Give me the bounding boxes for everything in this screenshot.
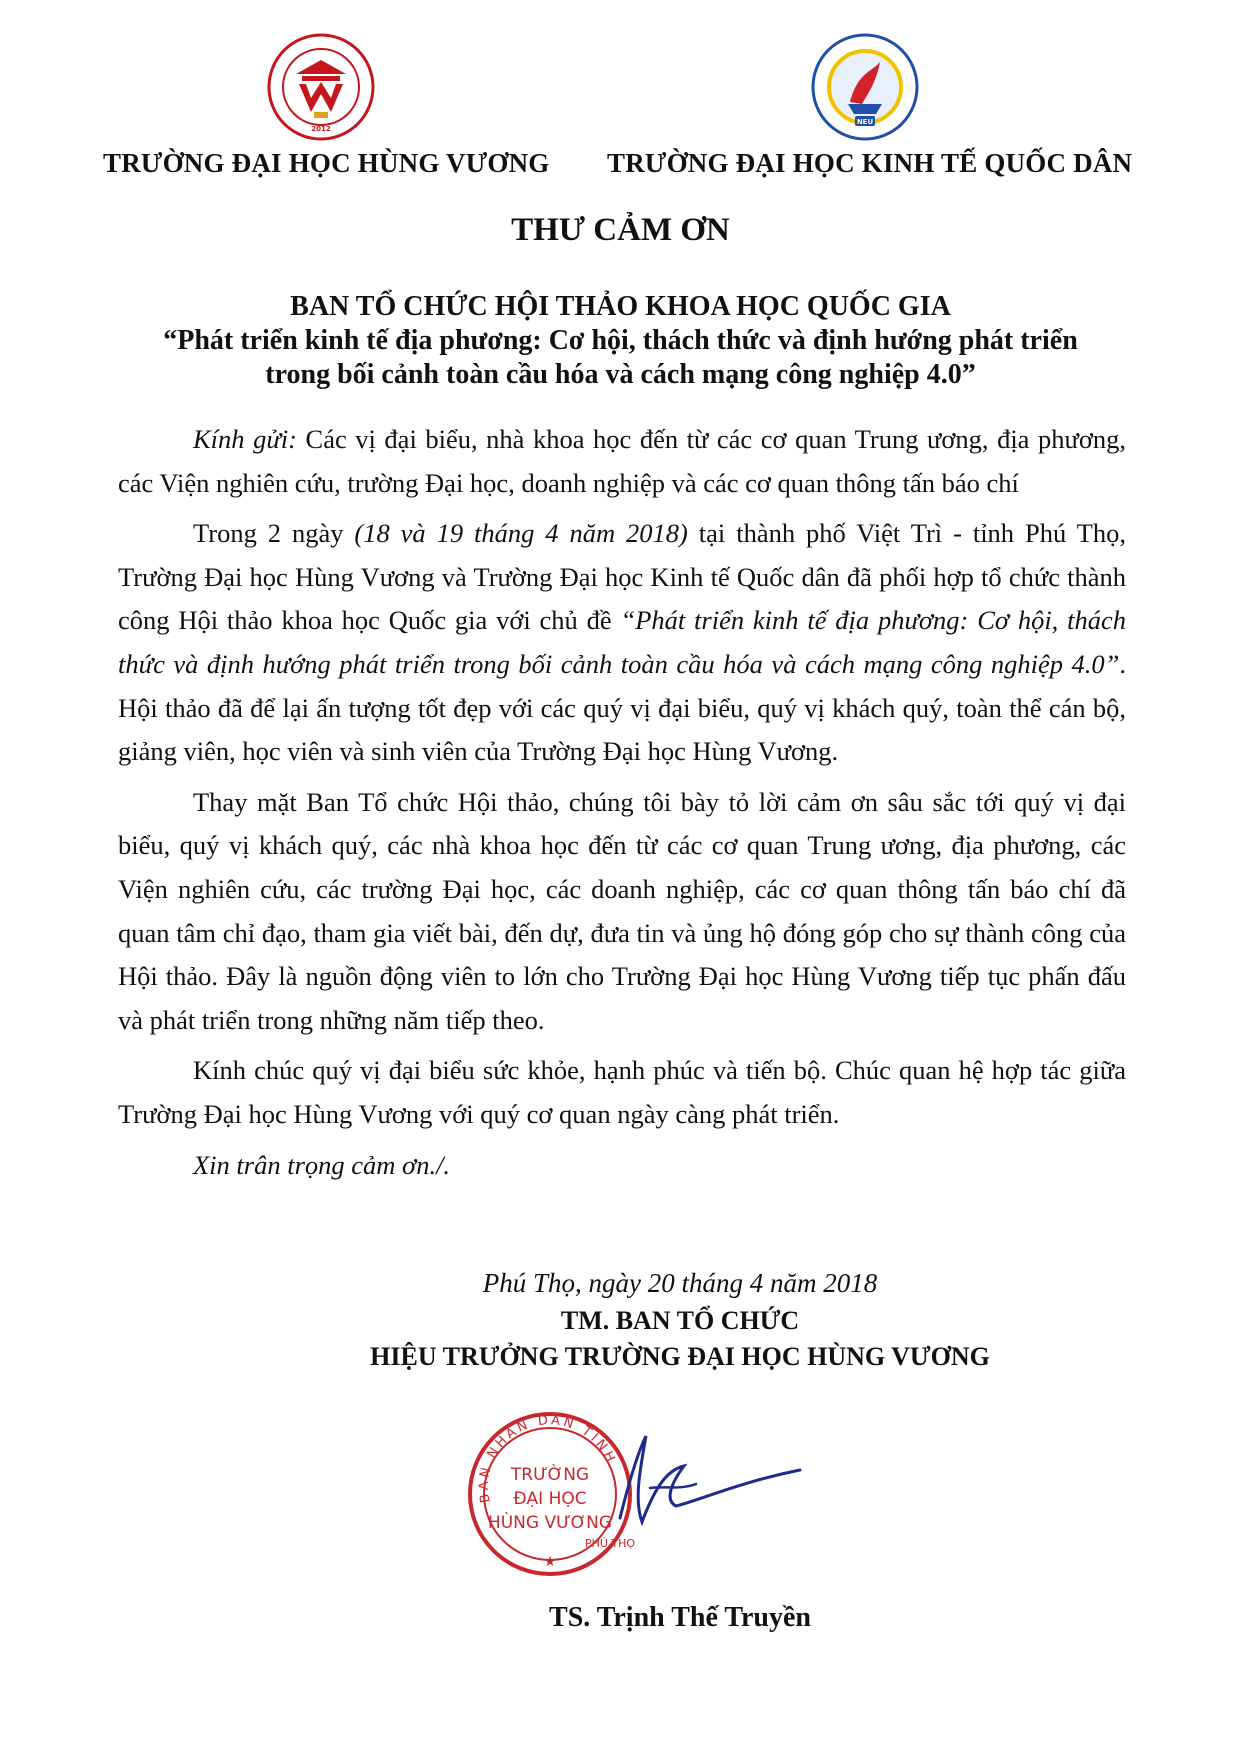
stamp-line3: HÙNG VƯƠNG: [487, 1513, 613, 1533]
event-paragraph: [118, 512, 1126, 774]
hung-vuong-university-logo: [266, 32, 376, 142]
closing-line: Xin trân trọng cảm ơn./.: [193, 1149, 451, 1180]
event-date: (18 và 19 tháng 4 năm 2018): [354, 518, 688, 549]
wishes-paragraph: Kính chúc quý vị đại biểu sức khỏe, hạnh phúc và tiến bộ. Chúc quan hệ hợp tác giữa Trường Đại học Hùng Vương với quý cơ quan ngày càng phát triển.: [118, 1055, 1126, 1129]
letter-body: [118, 418, 1126, 1194]
logo-badge: NEU: [856, 118, 874, 126]
stamp-line1: TRƯỜNG: [510, 1465, 590, 1485]
handwritten-signature: [610, 1430, 810, 1540]
event-text-a: Trong 2 ngày: [193, 518, 355, 549]
stamp-line2: ĐẠI HỌC: [513, 1489, 587, 1509]
stamp-arc-right: PHÚ THỌ: [584, 1537, 636, 1550]
place-date: Phú Thọ, ngày 20 tháng 4 năm 2018: [482, 1268, 878, 1298]
salutation-lead: Kính gửi:: [193, 424, 297, 454]
logo-year: 2012: [311, 125, 331, 133]
thanks-paragraph: Thay mặt Ban Tổ chức Hội thảo, chúng tôi bày tỏ lời cảm ơn sâu sắc tới quý vị đại biểu, quý vị khách quý, các nhà khoa học đến từ các cơ quan Trung ương, địa phương, các Viện nghiên cứu, các trường Đại học, các doanh nghiệp, các cơ quan thông tấn báo chí đã quan tâm chỉ đạo, tham gia viết bài, đến dự, đưa tin và ủng hộ đóng góp cho sự thành công của Hội thảo. Đây là nguồn động viên to lớn cho Trường Đại học Hùng Vương tiếp tục phấn đấu và phát triển trong những năm tiếp theo.: [118, 786, 1126, 1035]
event-text-b: tại thành phố Việt Trì - tỉnh Phú Thọ, Trường Đại học Hùng Vương và Trường Đại học Kinh tế Quốc dân đã phối hợp tổ chức thành công Hội thảo khoa học Quốc gia với chủ đề: [118, 518, 1126, 636]
salutation-text: Các vị đại biểu, nhà khoa học đến từ các cơ quan Trung ương, địa phương, các Viện nghiên cứu, trường Đại học, doanh nghiệp và các cơ quan thông tấn báo chí: [118, 424, 1126, 498]
left-university-name: TRƯỜNG ĐẠI HỌC HÙNG VƯƠNG: [103, 148, 550, 178]
salutation-paragraph: [118, 418, 1126, 505]
event-text-c: . Hội thảo đã để lại ấn tượng tốt đẹp với các quý vị đại biểu, quý vị khách quý, toàn thể cán bộ, giảng viên, học viên và sinh viên của Trường Đại học Hùng Vương.: [118, 648, 1126, 767]
signer-role-2: HIỆU TRƯỞNG TRƯỜNG ĐẠI HỌC HÙNG VƯƠNG: [370, 1342, 990, 1371]
event-topic: “Phát triển kinh tế địa phương: Cơ hội, thách thức và định hướng phát triển trong bối cảnh toàn cầu hóa và cách mạng công nghiệp 4.0”: [118, 605, 1126, 679]
neu-university-logo: [810, 32, 920, 142]
signer-name: TS. Trịnh Thế Truyền: [549, 1602, 811, 1633]
right-university-name: TRƯỜNG ĐẠI HỌC KINH TẾ QUỐC DÂN: [607, 148, 1133, 178]
organizer-line2: “Phát triển kinh tế địa phương: Cơ hội, thách thức và định hướng phát triển: [163, 325, 1078, 356]
organizer-line3: trong bối cảnh toàn cầu hóa và cách mạng công nghiệp 4.0”: [265, 359, 976, 390]
stamp-arc-text: BAN NHÂN DÂN TỈNH: [476, 1413, 619, 1504]
letter-title: THƯ CẢM ƠN: [511, 212, 730, 248]
signer-role-1: TM. BAN TỔ CHỨC: [560, 1306, 800, 1335]
organizer-line1: BAN TỔ CHỨC HỘI THẢO KHOA HỌC QUỐC GIA: [290, 291, 951, 322]
stamp-star-icon: ★: [543, 1554, 557, 1570]
organizer-heading: [0, 290, 1241, 392]
